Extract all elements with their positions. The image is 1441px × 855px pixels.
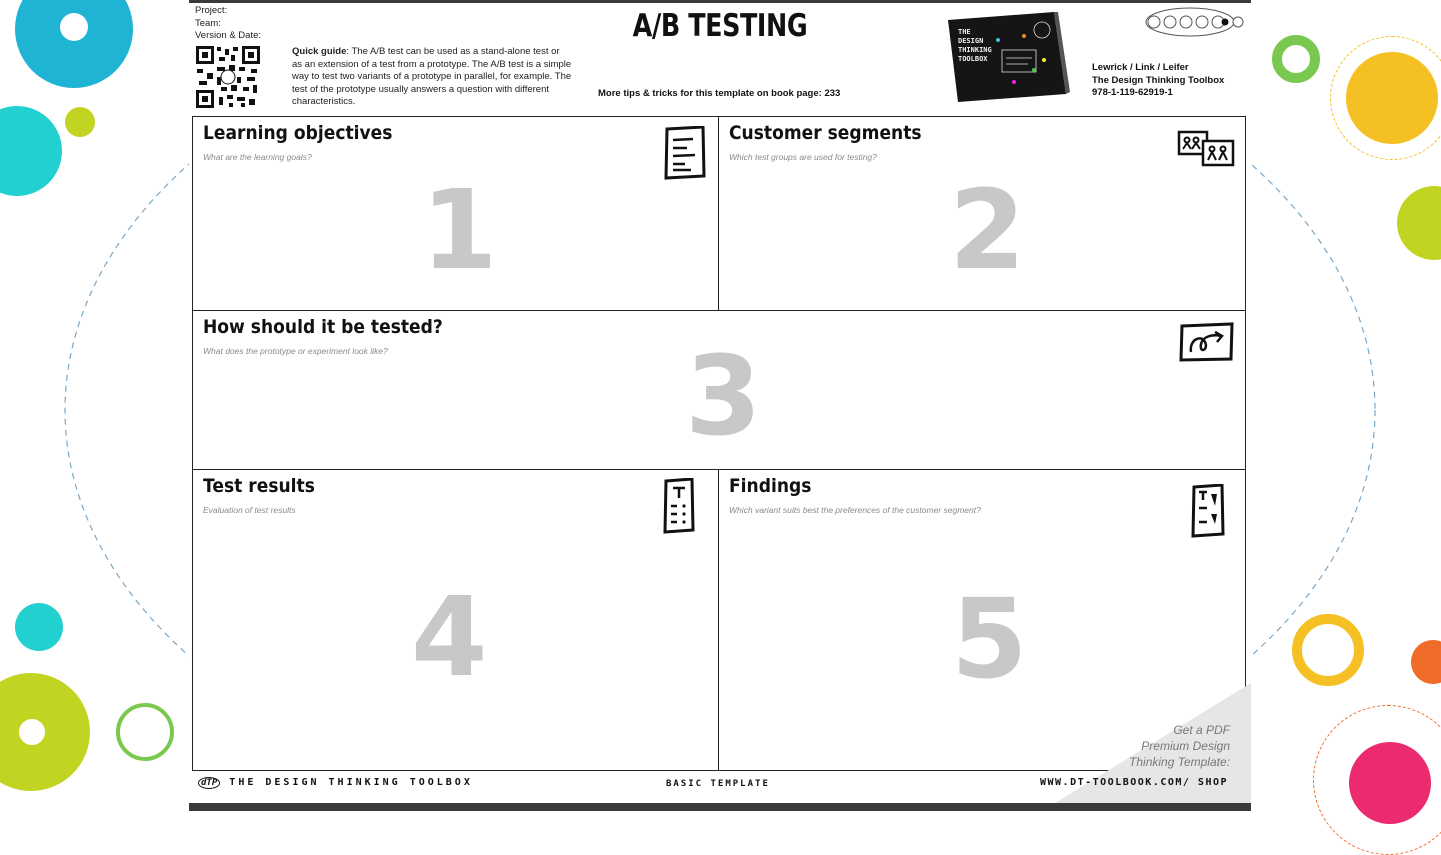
cell-test-results[interactable] [192, 469, 719, 771]
cell-learning-objectives[interactable] [192, 116, 719, 311]
sheet-top-border [189, 0, 1251, 3]
results-sheet-icon [663, 478, 695, 534]
sheet-bottom-border [189, 803, 1251, 811]
cell-subtitle: Evaluation of test results [203, 505, 296, 515]
document-list-icon [663, 126, 707, 180]
dtp-logo-icon: dTP [198, 777, 220, 789]
experiment-arrow-icon [1179, 322, 1235, 362]
cell-number: 2 [949, 166, 1026, 294]
template-title: A/B TESTING [632, 8, 808, 44]
cell-number: 5 [951, 575, 1028, 703]
footer-brand-text: THE DESIGN THINKING TOOLBOX [229, 777, 473, 788]
people-groups-icon [1177, 129, 1235, 167]
findings-sheet-icon [1191, 484, 1225, 538]
promo-line-1: Get a PDF [1173, 723, 1230, 737]
cell-subtitle: Which test groups are used for testing? [729, 152, 877, 162]
footer-brand [198, 777, 473, 788]
project-label: Project: [195, 5, 228, 16]
premium-promo[interactable] [1129, 722, 1230, 770]
cell-title: Customer segments [729, 122, 922, 144]
quick-guide-label: Quick guide [292, 46, 347, 57]
isbn: 978-1-119-62919-1 [1092, 87, 1173, 98]
quick-guide-text: : The A/B test can be used as a stand-alone test or as an extension of a test from a prototype. The A/B test is a simple way to test two variants of a prototype in parallel, for example. The test of the prototype usually answers a question with different characteristics. [292, 46, 572, 107]
process-chain-icon [1140, 4, 1246, 40]
svg-text:THE: THE [958, 28, 971, 36]
footer-template-type: BASIC TEMPLATE [666, 779, 770, 789]
cell-title: How should it be tested? [203, 316, 443, 338]
promo-line-2: Premium Design [1141, 739, 1230, 753]
promo-line-3: Thinking Template: [1129, 755, 1230, 769]
book-cover-image [944, 10, 1070, 104]
tips-note: More tips & tricks for this template on book page: 233 [598, 88, 841, 99]
svg-text:TOOLBOX: TOOLBOX [958, 55, 988, 63]
cell-subtitle: What does the prototype or experiment look like? [203, 346, 388, 356]
shop-link[interactable]: WWW.DT-TOOLBOOK.COM/ SHOP [1040, 777, 1229, 788]
cell-number: 4 [411, 573, 488, 701]
cell-number: 1 [421, 166, 498, 294]
cell-title: Findings [729, 475, 812, 497]
version-date-label: Version & Date: [195, 30, 262, 41]
quick-guide [292, 46, 572, 109]
cell-how-tested[interactable] [192, 310, 1246, 470]
svg-text:THINKING: THINKING [958, 46, 992, 54]
cell-subtitle: What are the learning goals? [203, 152, 312, 162]
cell-customer-segments[interactable] [718, 116, 1246, 311]
cell-title: Test results [203, 475, 315, 497]
book-title: The Design Thinking Toolbox [1092, 74, 1225, 86]
authors: Lewrick / Link / Leifer [1092, 62, 1189, 73]
cell-subtitle: Which variant suits best the preferences of the customer segment? [729, 505, 981, 515]
team-label: Team: [195, 17, 221, 29]
book-info [1092, 62, 1224, 100]
qr-code [195, 45, 261, 109]
cell-number: 3 [685, 332, 762, 460]
project-meta [195, 5, 261, 43]
cell-title: Learning objectives [203, 122, 393, 144]
svg-text:DESIGN: DESIGN [958, 37, 984, 45]
